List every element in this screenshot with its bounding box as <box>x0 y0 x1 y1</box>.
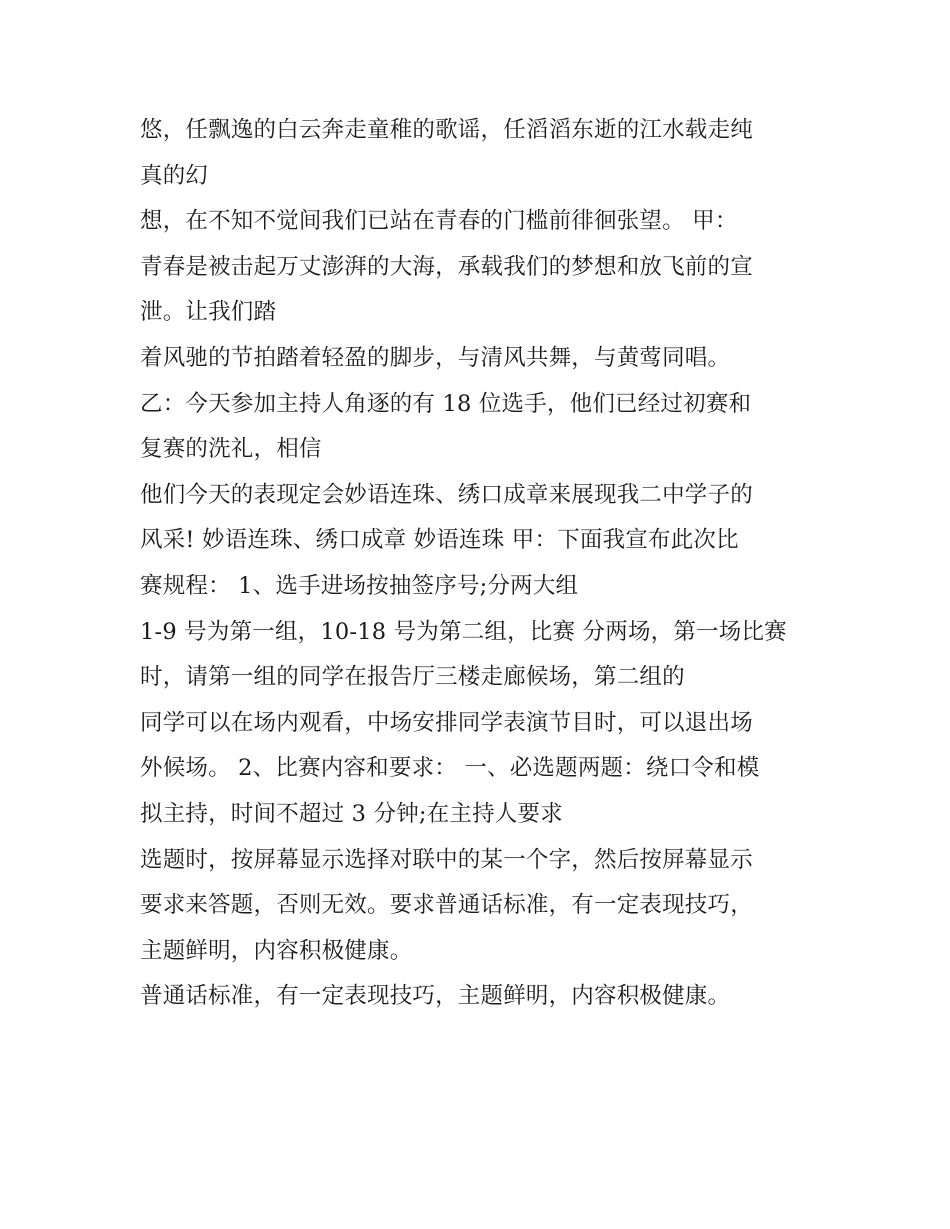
text-line: 青春是被击起万丈澎湃的大海，承载我们的梦想和放飞前的宣 <box>140 253 753 280</box>
text-line: 1-9 号为第一组，10-18 号为第二组，比赛 分两场，第一场比赛 <box>140 618 787 645</box>
text-line: 着风驰的节拍踏着轻盈的脚步，与清风共舞，与黄莺同唱。 <box>140 344 731 371</box>
text-line: 泄。让我们踏 <box>140 299 277 326</box>
text-line: 时，请第一组的同学在报告厅三楼走廊候场，第二组的 <box>140 664 685 691</box>
text-line: 乙：今天参加主持人角逐的有 18 位选手，他们已经过初赛和 <box>140 390 752 417</box>
text-line: 想，在不知不觉间我们已站在青春的门槛前徘徊张望。 甲： <box>140 208 738 235</box>
text-line: 拟主持，时间不超过 3 分钟;在主持人要求 <box>140 800 563 827</box>
document-body <box>140 108 820 1020</box>
text-line: 选题时，按屏幕显示选择对联中的某一个字，然后按屏幕显示 <box>140 846 753 873</box>
text-line: 主题鲜明，内容积极健康。 <box>140 937 413 964</box>
text-line: 普通话标准，有一定表现技巧，主题鲜明，内容积极健康。 <box>140 983 731 1010</box>
text-line: 同学可以在场内观看，中场安排同学表演节目时，可以退出场 <box>140 709 753 736</box>
text-line: 要求来答题，否则无效。要求普通话标准，有一定表现技巧， <box>140 892 753 919</box>
text-line: 悠，任飘逸的白云奔走童稚的歌谣，任滔滔东逝的江水载走纯 <box>140 117 753 143</box>
text-line: 风采! 妙语连珠、绣口成章 妙语连珠 甲：下面我宣布此次比 <box>140 527 739 554</box>
text-line: 真的幻 <box>140 162 209 189</box>
text-line: 赛规程： 1、选手进场按抽签序号;分两大组 <box>140 572 579 599</box>
text-line: 他们今天的表现定会妙语连珠、绣口成章来展现我二中学子的 <box>140 481 753 508</box>
text-line: 外候场。 2、比赛内容和要求： 一、必选题两题：绕口令和模 <box>140 755 760 782</box>
text-line: 复赛的洗礼，相信 <box>140 436 322 463</box>
